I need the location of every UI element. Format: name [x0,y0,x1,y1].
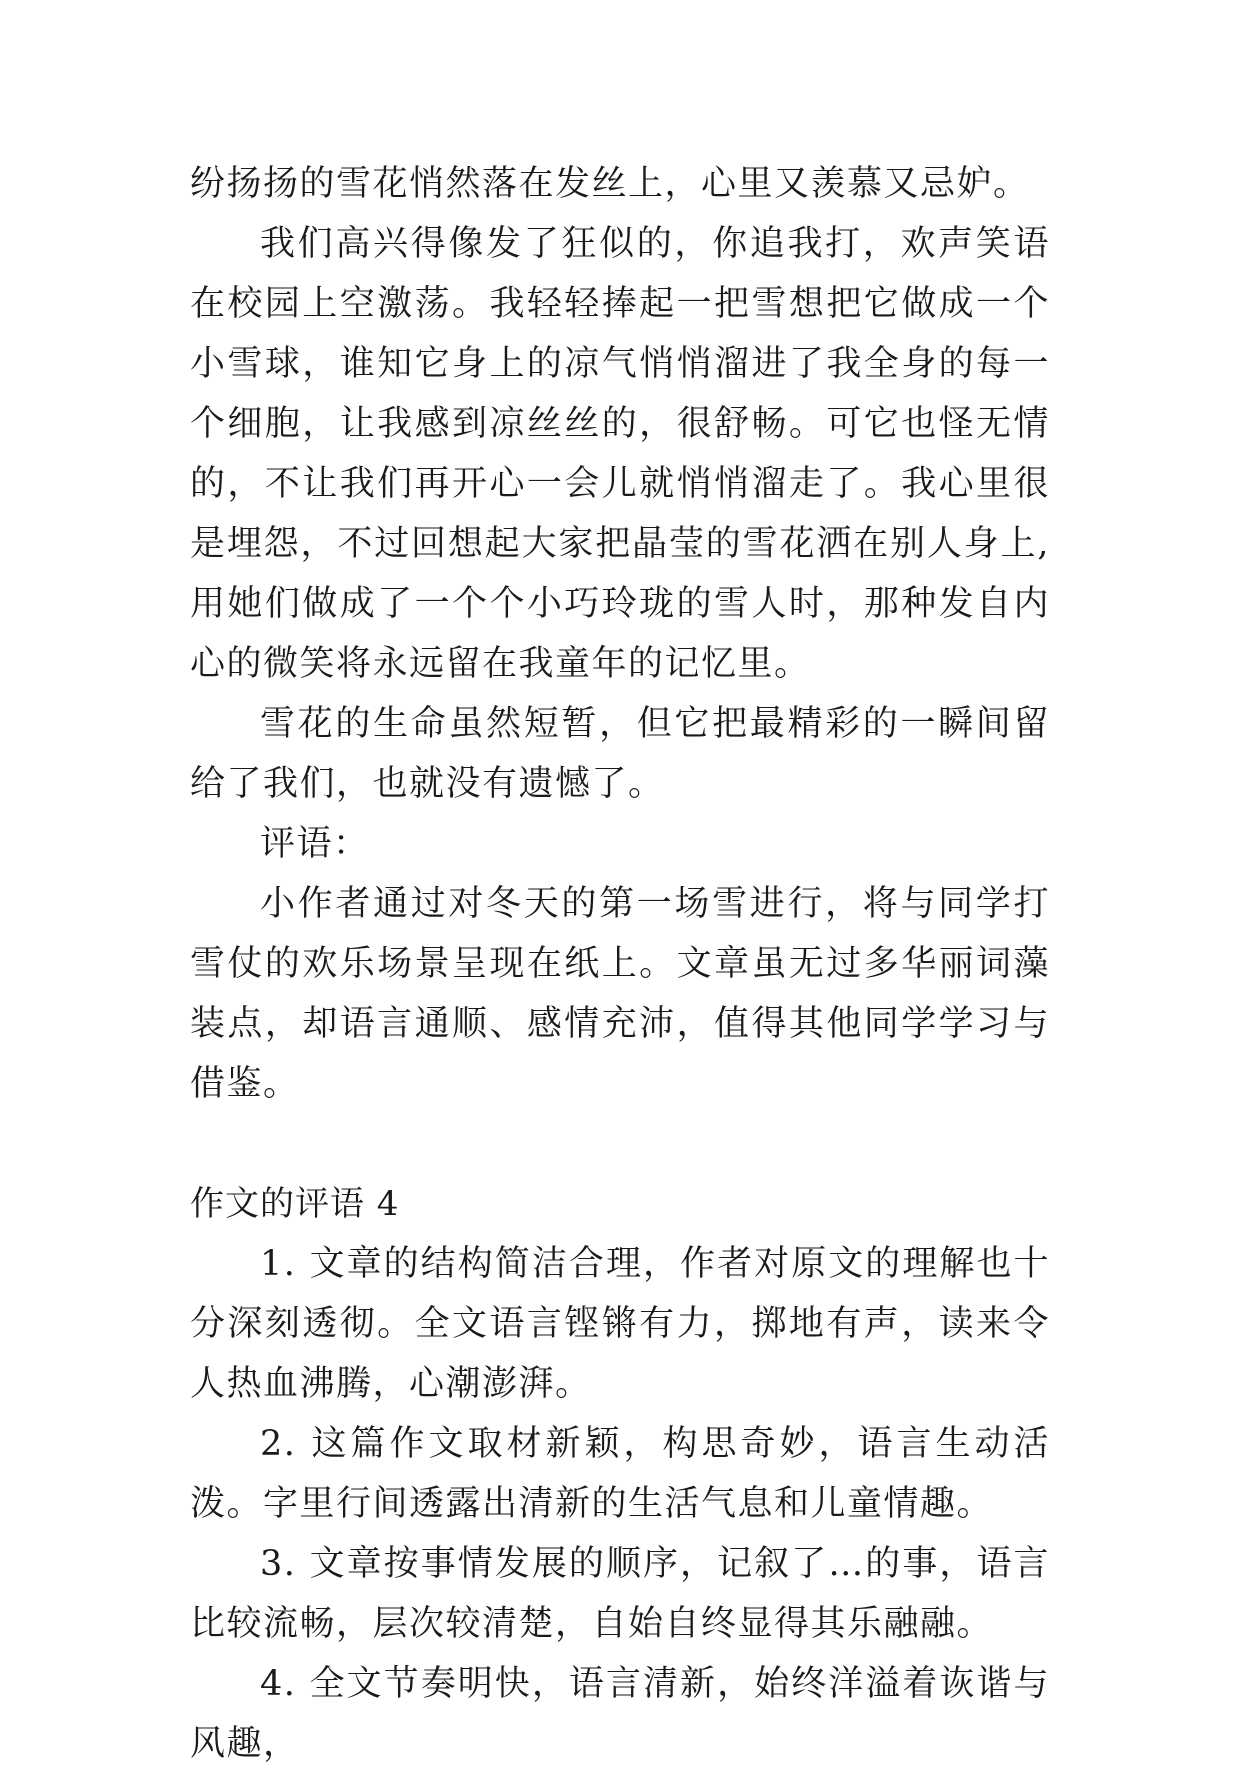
comment-label: 评语： [260,824,370,864]
section-heading: 作文的评语 4 [190,1184,400,1224]
paragraph-continuation: 纷扬扬的雪花悄然落在发丝上，心里又羡慕又忌妒。 [190,164,1030,204]
comment-item-4: 4. 全文节奏明快，语言清新，始终洋溢着诙谐与风趣， [190,1664,1050,1764]
comment-item-1: 1. 文章的结构简洁合理，作者对原文的理解也十分深刻透彻。全文语言铿锵有力，掷地有声，读来令人热血沸腾，心潮澎湃。 [190,1244,1050,1404]
document-body [190,154,1050,1774]
paragraph-comment: 小作者通过对冬天的第一场雪进行，将与同学打雪仗的欢乐场景呈现在纸上。文章虽无过多华丽词藻装点，却语言通顺、感情充沛，值得其他同学学习与借鉴。 [190,884,1050,1104]
comment-item-2: 2. 这篇作文取材新颖，构思奇妙，语言生动活泼。字里行间透露出清新的生活气息和儿童情趣。 [190,1424,1050,1524]
paragraph-snow-life: 雪花的生命虽然短暂，但它把最精彩的一瞬间留给了我们，也就没有遗憾了。 [190,704,1050,804]
paragraph-snow-play: 我们高兴得像发了狂似的，你追我打，欢声笑语在校园上空激荡。我轻轻捧起一把雪想把它做成一个小雪球，谁知它身上的凉气悄悄溜进了我全身的每一个细胞，让我感到凉丝丝的，很舒畅。可它也怪无情的，不让我们再开心一会儿就悄悄溜走了。我心里很是埋怨，不过回想起大家把晶莹的雪花洒在别人身上,用她们做成了一个个小巧玲珑的雪人时，那种发自内心的微笑将永远留在我童年的记忆里。 [190,224,1050,684]
comment-item-3: 3. 文章按事情发展的顺序，记叙了…的事，语言比较流畅，层次较清楚，自始自终显得其乐融融。 [190,1544,1050,1644]
